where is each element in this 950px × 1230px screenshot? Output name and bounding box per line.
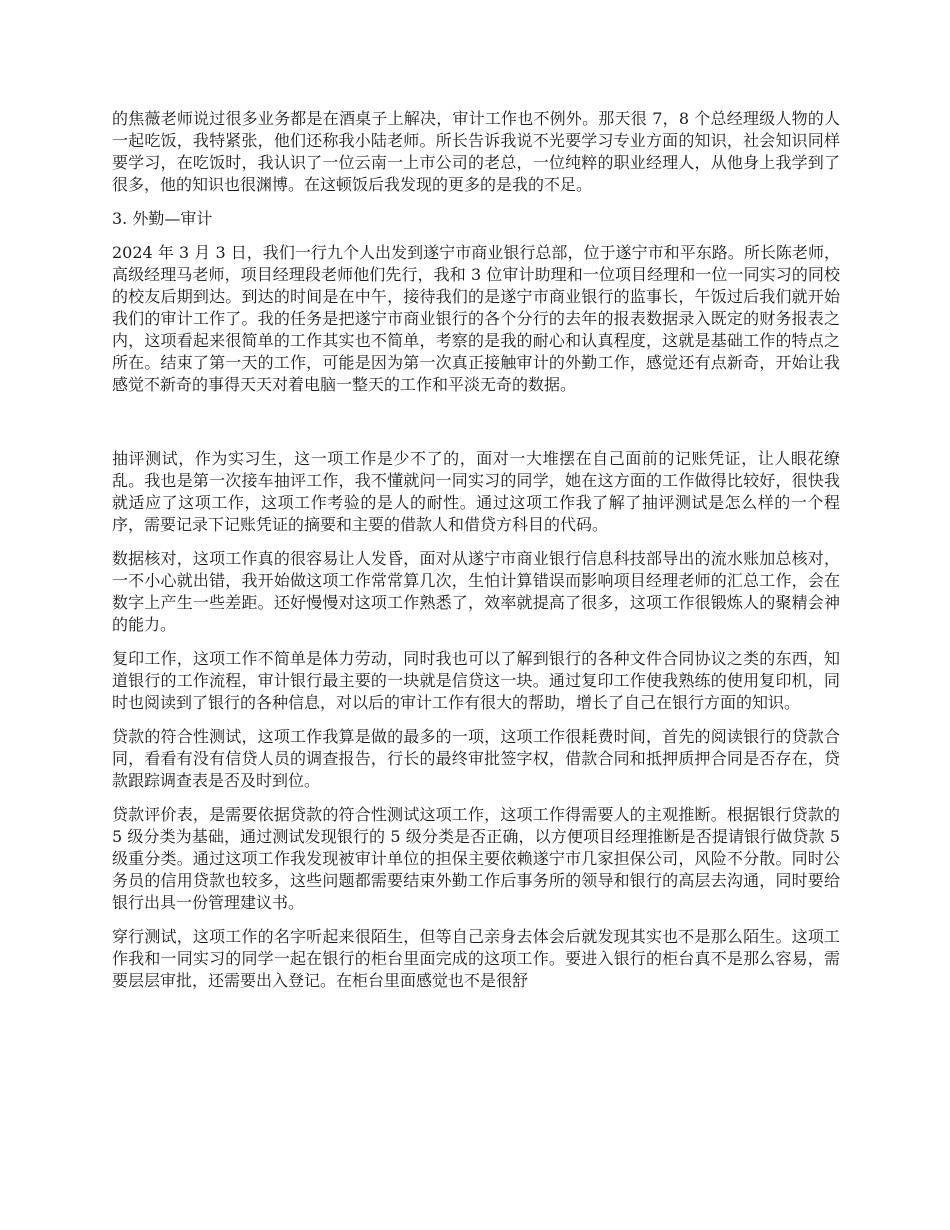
- paragraph-sampling-test: 抽评测试，作为实习生，这一项工作是少不了的，面对一大堆摆在自己面前的记账凭证，让人眼花缭乱。我也是第一次接车抽评工作，我不懂就问一同实习的同学，她在这方面的工作做得比较好，很快我就适应了这项工作，这项工作考验的是人的耐性。通过这项工作我了解了抽评测试是怎么样的一个程序，需要记录下记账凭证的摘要和主要的借款人和借贷方科目的代码。: [112, 449, 840, 534]
- paragraph-loan-compliance: 贷款的符合性测试，这项工作我算是做的最多的一项，这项工作很耗费时间，首先的阅读银行的贷款合同，看看有没有信贷人员的调查报告，行长的最终审批签字权，借款合同和抵押质押合同是否存在，贷款跟踪调查表是否及时到位。: [112, 727, 840, 790]
- document-page: [112, 108, 840, 1004]
- section-heading-fieldwork: 3. 外勤—审计: [112, 209, 213, 228]
- paragraph-copying: 复印工作，这项工作不简单是体力劳动，同时我也可以了解到银行的各种文件合同协议之类的东西，知道银行的工作流程，审计银行最主要的一块就是信贷这一块。通过复印工作使我熟练的使用复印机，同时也阅读到了银行的各种信息，对以后的审计工作有很大的帮助，增长了自己在银行方面的知识。: [112, 649, 840, 712]
- paragraph-arrival: 2024 年 3 月 3 日，我们一行九个人出发到遂宁市商业银行总部，位于遂宁市和平东路。所长陈老师，高级经理马老师，项目经理段老师他们先行，我和 3 位审计助理和一位项目经理和一位一同实习的同校的校友后期到达。到达的时间是在中午，接待我们的是遂宁市商业银行的监事长，午饭过后我们就开始我们的审计工作了。我的任务是把遂宁市商业银行的各个分行的去年的报表数据录入既定的财务报表之内，这项看起来很简单的工作其实也不简单，考察的是我的耐心和认真程度，这就是基础工作的特点之所在。结束了第一天的工作，可能是因为第一次真正接触审计的外勤工作，感觉还有点新奇，开始让我感觉不新奇的事得天天对着电脑一整天的工作和平淡无奇的数据。: [112, 243, 840, 394]
- paragraph-data-check: 数据核对，这项工作真的很容易让人发昏，面对从遂宁市商业银行信息科技部导出的流水账加总核对，一不小心就出错，我开始做这项工作常常算几次，生怕计算错误而影响项目经理老师的汇总工作，会在数字上产生一些差距。还好慢慢对这项工作熟悉了，效率就提高了很多，这项工作很锻炼人的聚精会神的能力。: [112, 549, 840, 634]
- paragraph-loan-evaluation: 贷款评价表，是需要依据贷款的符合性测试这项工作，这项工作得需要人的主观推断。根据银行贷款的 5 级分类为基础，通过测试发现银行的 5 级分类是否正确，以方便项目经理推断是否提请银行做贷款 5 级重分类。通过这项工作我发现被审计单位的担保主要依赖遂宁市几家担保公司，风险不分散。同时公务员的信用贷款也较多，这些问题都需要结束外勤工作后事务所的领导和银行的高层去沟通，同时要给银行出具一份管理建议书。: [112, 805, 840, 912]
- paragraph-dinner: 的焦薇老师说过很多业务都是在酒桌子上解决，审计工作也不例外。那天很 7，8 个总经理级人物的人一起吃饭，我特紧张，他们还称我小陆老师。所长告诉我说不光要学习专业方面的知识，社会知识同样要学习，在吃饭时，我认识了一位云南一上市公司的老总，一位纯粹的职业经理人，从他身上我学到了很多，他的知识也很渊博。在这顿饭后我发现的更多的是我的不足。: [112, 109, 840, 194]
- section-spacer: [112, 408, 840, 448]
- paragraph-walkthrough-test: 穿行测试，这项工作的名字听起来很陌生，但等自己亲身去体会后就发现其实也不是那么陌生。这项工作我和一同实习的同学一起在银行的柜台里面完成的这项工作。要进入银行的柜台真不是那么容易，需要层层审批，还需要出入登记。在柜台里面感觉也不是很舒: [112, 927, 840, 990]
